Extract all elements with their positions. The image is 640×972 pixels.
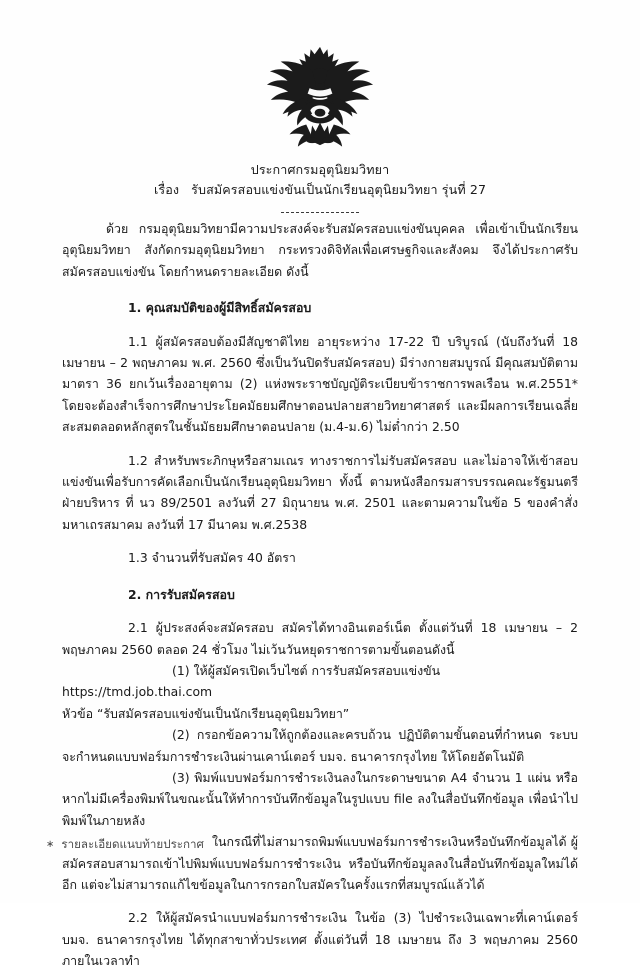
substep-1 xyxy=(62,660,578,724)
footnote xyxy=(46,836,586,853)
clause-1-2: 1.2 สำหรับพระภิกษุหรือสามเณร ทางราชการไม่รับสมัครสอบ และไม่อาจให้เข้าสอบแข่งขันเพื่อรับการคัดเลือกเป็นนักเรียนอุตุนิยมวิทยา ทั้งนี้ ตามหนังสือกรมสารบรรณคณะรัฐมนตรีฝ่ายบริหาร ที่ นว 89/2501 ลงวันที่ 27 มิถุนายน พ.ศ. 2501 และตามความในข้อ 5 ของคำสั่งมหาเถรสมาคม ลงวันที่ 17 มีนาคม พ.ศ.2538 xyxy=(62,452,578,532)
clause-1-1: 1.1 ผู้สมัครสอบต้องมีสัญชาติไทย อายุระหว่าง 17-22 ปี บริบูรณ์ (นับถึงวันที่ 18 เมษายน – 2 พฤษภาคม พ.ศ. 2560 ซึ่งเป็นวันปิดรับสมัครสอบ) มีร่างกายสมบูรณ์ มีคุณสมบัติตามมาตรา 36 ยกเว้นเรื่องอายุตาม (2) แห่งพระราชบัญญัติระเบียบข้าราชการพลเรือน พ.ศ.2551* โดยจะต้องสำเร็จการศึกษาประโยคมัธยมศึกษาตอนปลายสายวิทยาศาสตร์ และมีผลการเรียนเฉลี่ยสะสมตลอดหลักสูตรในชั้นมัธยมศึกษาตอนปลาย (ม.4-ม.6) ไม่ต่ำกว่า 2.50 xyxy=(62,333,578,435)
document-heading xyxy=(0,160,640,221)
intro-paragraph: ด้วย กรมอุตุนิยมวิทยามีความประสงค์จะรับสมัครสอบแข่งขันบุคคล เพื่อเข้าเป็นนักเรียนอุตุนิยมวิทยา สังกัดกรมอุตุนิยมวิทยา กระทรวงดิจิทัลเพื่อเศรษฐกิจและสังคม จึงได้ประกาศรับสมัครสอบแข่งขัน โดยกำหนดรายละเอียด ดังนี้ xyxy=(62,221,578,279)
substep-note: ในกรณีที่ไม่สามารถพิมพ์แบบฟอร์มการชำระเงินหรือบันทึกข้อมูลได้ ผู้สมัครสอบสามารถเข้าไปพิมพ์แบบฟอร์มการชำระเงิน หรือบันทึกข้อมูลลงในสื่อบันทึกข้อมูลใหม่ได้อีก แต่จะไม่สามารถแก้ไขข้อมูลในการกรอกใบสมัครในครั้งแรกที่สมบูรณ์แล้วได้ xyxy=(62,834,578,892)
section-heading-1: 1. คุณสมบัติของผู้มีสิทธิ์สมัครสอบ xyxy=(128,300,312,316)
footnote-marker-icon: ∗ xyxy=(46,839,55,850)
clause-2-2: 2.2 ให้ผู้สมัครนำแบบฟอร์มการชำระเงิน ในข้อ (3) ไปชำระเงินเฉพาะที่เคาน์เตอร์ บมจ. ธนาคารกรุงไทย ได้ทุกสาขาทั่วประเทศ ตั้งแต่วันที่ 18 เมษายน ถึง 3 พฤษภาคม 2560 ภายในเวลาทำ xyxy=(62,910,578,969)
garuda-emblem xyxy=(0,38,640,158)
subject-text: รับสมัครสอบแข่งขันเป็นนักเรียนอุตุนิยมวิทยา รุ่นที่ 27 xyxy=(191,182,487,197)
substep-1-text-after: หัวข้อ “รับสมัครสอบแข่งขันเป็นนักเรียนอุตุนิยมวิทยา” xyxy=(62,705,350,721)
document-body xyxy=(62,218,578,972)
document-subject xyxy=(0,179,640,200)
document-title: ประกาศกรมอุตุนิยมวิทยา xyxy=(250,162,390,177)
clause-1-3: 1.3 จำนวนที่รับสมัคร 40 อัตรา xyxy=(128,550,296,566)
clause-2-1: 2.1 ผู้ประสงค์จะสมัครสอบ สมัครได้ทางอินเตอร์เน็ต ตั้งแต่วันที่ 18 เมษายน – 2 พฤษภาคม 2560 ตลอด 24 ชั่วโมง ไม่เว้นวันหยุดราชการตามขั้นตอนดังนี้ xyxy=(62,620,578,657)
substep-2: (2) กรอกข้อความให้ถูกต้องและครบถ้วน ปฏิบัติตามขั้นตอนที่กำหนด ระบบจะกำหนดแบบฟอร์มการชำระเงินผ่านเคาน์เตอร์ บมจ. ธนาคารกรุงไทย ให้โดยอัตโนมัติ xyxy=(62,727,578,764)
section-heading-2: 2. การรับสมัครสอบ xyxy=(128,586,235,602)
footnote-text: รายละเอียดแนบท้ายประกาศ xyxy=(61,837,204,851)
substep-1-text: (1) ให้ผู้สมัครเปิดเว็บไซต์ การรับสมัครสอบแข่งขัน xyxy=(172,662,441,678)
substep-3: (3) พิมพ์แบบฟอร์มการชำระเงินลงในกระดาษขนาด A4 จำนวน 1 แผ่น หรือหากไม่มีเครื่องพิมพ์ในขณะนั้นให้ทำการบันทึกข้อมูลในรูปแบบ file ลงในสื่อบันทึกข้อมูล เพื่อนำไปพิมพ์ในภายหลัง xyxy=(62,769,578,828)
subject-label: เรื่อง xyxy=(153,182,180,197)
registration-url[interactable]: https://tmd.job.thai.com xyxy=(62,684,213,700)
